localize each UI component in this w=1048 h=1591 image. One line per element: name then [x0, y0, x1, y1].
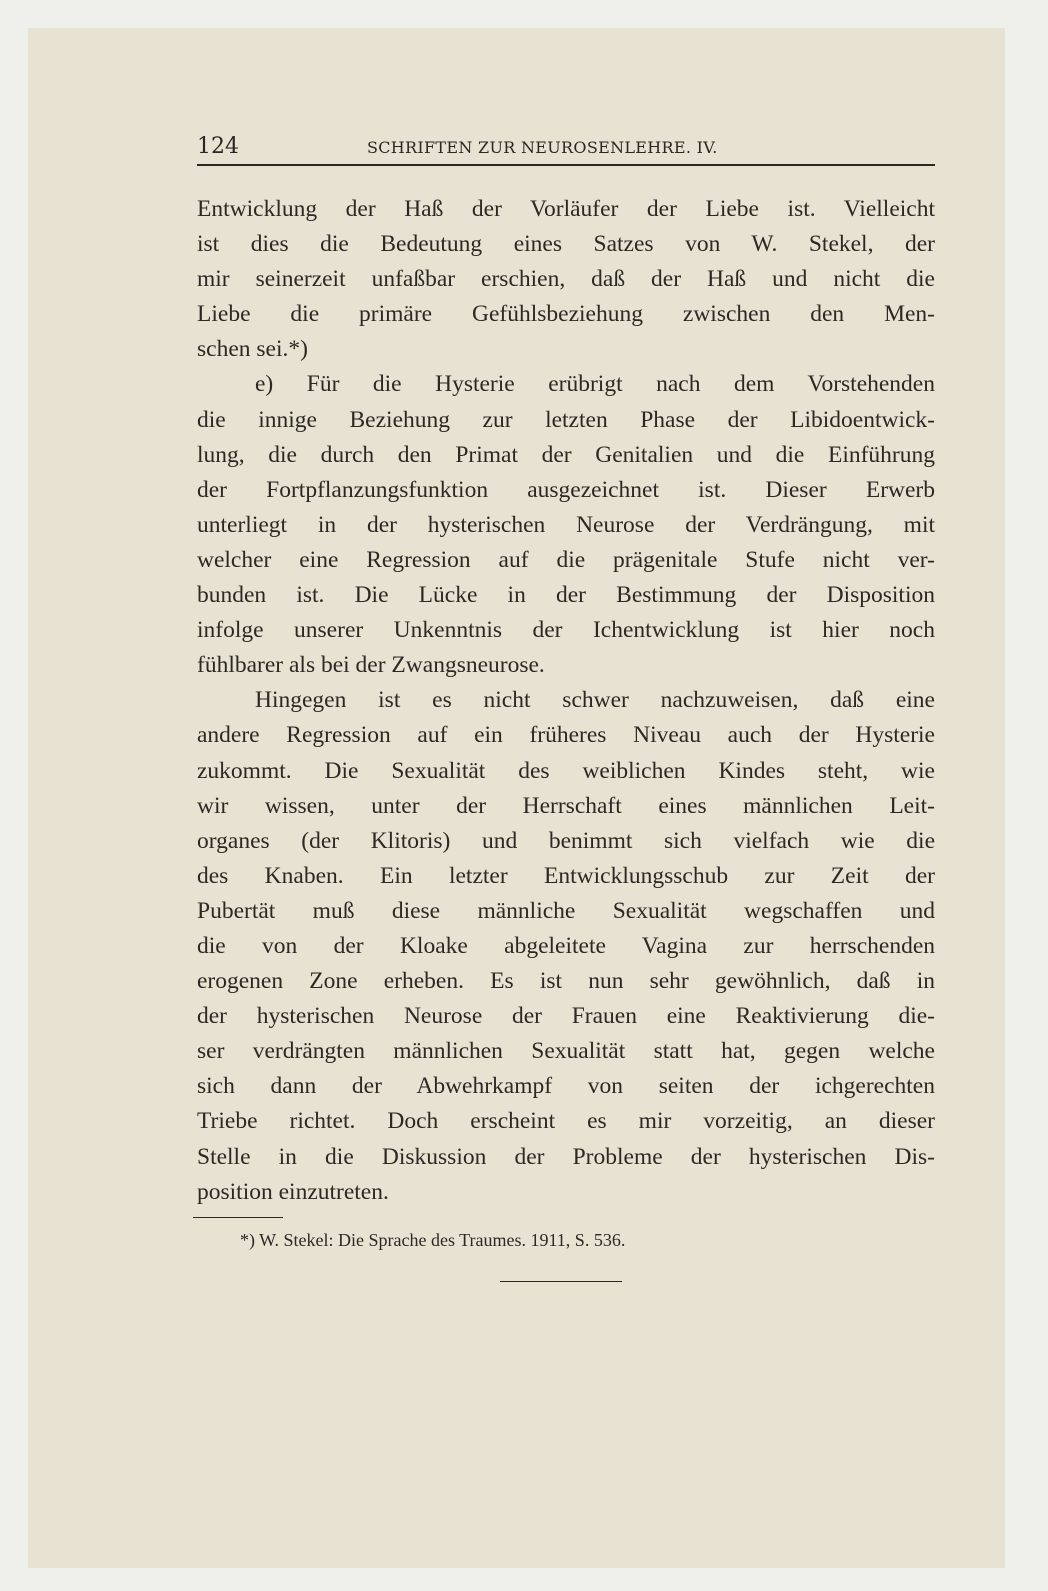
- footnote: *) W. Stekel: Die Sprache des Traumes. 1911, S. 536.: [240, 1230, 626, 1250]
- text-line: sich dann der Abwehrkampf von seiten der ichgerechten: [197, 1073, 935, 1100]
- text-line: bunden ist. Die Lücke in der Bestimmung der Disposition: [197, 582, 935, 609]
- end-rule: [500, 1281, 622, 1282]
- text-line: fühlbarer als bei der Zwangsneurose.: [197, 652, 545, 679]
- footnote-rule: [193, 1217, 283, 1218]
- text-line: die innige Beziehung zur letzten Phase der Libidoentwick-: [197, 406, 935, 433]
- text-line: Hingegen ist es nicht schwer nachzuweisen, daß eine: [255, 687, 935, 714]
- text-line: Liebe die primäre Gefühlsbeziehung zwischen den Men-: [197, 301, 935, 328]
- text-line: andere Regression auf ein früheres Niveau auch der Hysterie: [197, 722, 935, 749]
- text-line: zukommt. Die Sexualität des weiblichen Kindes steht, wie: [197, 757, 935, 784]
- text-line: Triebe richtet. Doch erscheint es mir vorzeitig, an dieser: [197, 1108, 935, 1135]
- page-number: 124: [197, 134, 239, 159]
- running-header: [197, 134, 935, 166]
- text-line: Stelle in die Diskussion der Probleme der hysterischen Dis-: [197, 1143, 935, 1170]
- text-line: des Knaben. Ein letzter Entwicklungsschub zur Zeit der: [197, 862, 935, 889]
- text-line: e) Für die Hysterie erübrigt nach dem Vorstehenden: [255, 371, 935, 398]
- text-line: ser verdrängten männlichen Sexualität statt hat, gegen welche: [197, 1038, 935, 1065]
- text-line: der hysterischen Neurose der Frauen eine Reaktivierung die-: [197, 1003, 935, 1030]
- text-line: welcher eine Regression auf die prägenitale Stufe nicht ver-: [197, 546, 935, 573]
- text-line: mir seinerzeit unfaßbar erschien, daß der Haß und nicht die: [197, 266, 935, 293]
- text-line: wir wissen, unter der Herrschaft eines männlichen Leit-: [197, 792, 935, 819]
- text-line: position einzutreten.: [197, 1178, 389, 1205]
- text-line: unterliegt in der hysterischen Neurose der Verdrängung, mit: [197, 511, 935, 538]
- text-line: erogenen Zone erheben. Es ist nun sehr gewöhnlich, daß in: [197, 968, 935, 995]
- text-line: Pubertät muß diese männliche Sexualität wegschaffen und: [197, 897, 935, 924]
- text-line: organes (der Klitoris) und benimmt sich vielfach wie die: [197, 827, 935, 854]
- text-line: ist dies die Bedeutung eines Satzes von W. Stekel, der: [197, 231, 935, 258]
- text-line: die von der Kloake abgeleitete Vagina zur herrschenden: [197, 932, 935, 959]
- text-line: Entwicklung der Haß der Vorläufer der Liebe ist. Vielleicht: [197, 196, 935, 222]
- text-line: lung, die durch den Primat der Genitalien und die Einführung: [197, 441, 935, 468]
- text-line: infolge unserer Unkenntnis der Ichentwicklung ist hier noch: [197, 617, 935, 644]
- text-line: der Fortpflanzungsfunktion ausgezeichnet ist. Dieser Erwerb: [197, 476, 935, 503]
- text-line: schen sei.*): [197, 336, 308, 363]
- body-text: [197, 192, 935, 1210]
- running-title: SCHRIFTEN ZUR NEUROSENLEHRE. IV.: [367, 138, 718, 157]
